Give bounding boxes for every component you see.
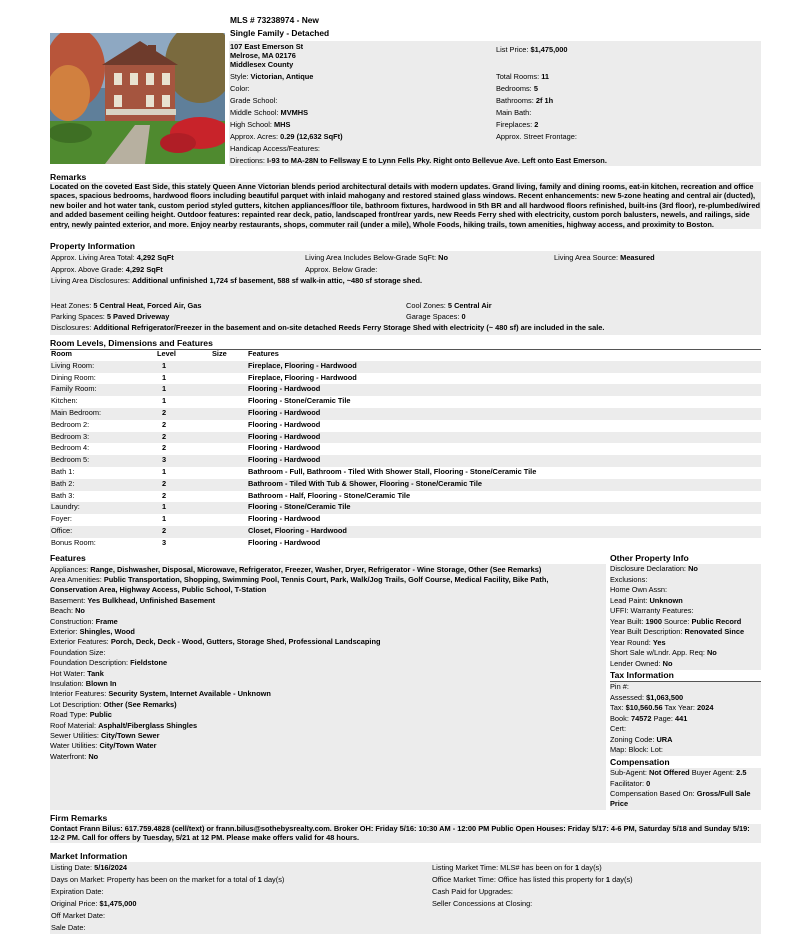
bathrooms-field: Bathrooms: 2f 1h [496, 96, 554, 105]
room-level: 2 [162, 490, 167, 500]
room-features: Flooring - Hardwood [248, 384, 321, 394]
list-price: $1,475,000 [530, 45, 568, 54]
room-name: Foyer: [51, 514, 72, 524]
room-features: Bathroom - Half, Flooring - Stone/Ceramic Tile [248, 490, 411, 500]
room-features: Fireplace, Flooring - Hardwood [248, 360, 357, 370]
feature-line [50, 710, 606, 719]
room-name: Bonus Room: [51, 537, 96, 547]
above-grade: Approx. Above Grade: 4,292 SqFt [51, 265, 163, 274]
feature-label: Foundation Size: [50, 647, 106, 657]
feature-label: Foundation Description: [50, 658, 129, 668]
sub-agent: Sub-Agent: Not Offered Buyer Agent: 2.5 [610, 768, 747, 777]
feature-line [50, 721, 606, 730]
room-name: Main Bedroom: [51, 408, 102, 417]
col-size: Size [212, 349, 227, 358]
short-sale: Short Sale w/Lndr. App. Req: No [610, 648, 717, 657]
zoning-code: Zoning Code: URA [610, 734, 673, 744]
cool-zones: Cool Zones: 5 Central Air [406, 301, 492, 310]
tax-info [610, 682, 761, 756]
cert: Cert: [610, 724, 627, 733]
table-row [50, 443, 761, 455]
table-row [50, 502, 761, 514]
property-info [50, 251, 761, 335]
table-row [50, 479, 761, 491]
room-level: 3 [162, 537, 167, 547]
room-features: Flooring - Hardwood [248, 431, 321, 441]
exclusions: Exclusions: [610, 574, 648, 584]
room-level: 1 [162, 360, 167, 370]
parking-spaces: Parking Spaces: 5 Paved Driveway [51, 312, 170, 321]
feature-label: Sewer Utilities: [50, 730, 99, 740]
compensation [610, 768, 761, 810]
table-row [50, 467, 761, 479]
rooms-heading: Room Levels, Dimensions and Features [50, 338, 761, 350]
feature-label: Area Amenities: [50, 574, 102, 584]
remarks-text: Located on the coveted East Side, this stately Queen Anne Victorian blends period architectural details with modern updates. Grand living, family and dining rooms, eat-in kitchen, recreation and office spaces, spacious bedrooms, hardwood floors including beautiful parquet with inlaid mahogany and restored stained glass windows. Recent enhancements: new 5-zone heating and central air (ducted), new boiler and hot water tank, custom period styled gutters, kitchen appliances/floor tile, bathroom fixtures, hardwood in 5th BR and all hardwood floors refinished, built-ins (3rd floor), re-plumbed/wired and added basement ceiling height. Outdoor features: repainted rear deck, patio, landscaped front/rear yards, new Reeds Ferry shed with electricity, custom porch balusters, newels, and railings, side entry, newly painted exterior, and more. Enjoy nearby restaurants, shops, commuter rail (under a mile), Whole Foods, hiking trails, town amenities, highway access, and proximity to Boston. [50, 182, 760, 229]
seller-concessions: Seller Concessions at Closing: [432, 899, 533, 908]
feature-label: Appliances: [50, 564, 89, 574]
feature-line [50, 575, 606, 584]
feature-label: Water Utilities: [50, 741, 98, 751]
compensation-based-on: Compensation Based On: Gross/Full Sale [610, 789, 751, 798]
room-features: Flooring - Stone/Ceramic Tile [248, 502, 351, 512]
feature-value: Asphalt/Fiberglass Shingles [98, 720, 198, 730]
feature-value: City/Town Sewer [100, 730, 160, 740]
feature-label: Beach: [50, 606, 74, 616]
high-school-field: High School: MHS [230, 120, 291, 129]
total-rooms-field: Total Rooms: 11 [496, 72, 550, 81]
lender-owned: Lender Owned: No [610, 658, 673, 668]
garage-spaces: Garage Spaces: 0 [406, 312, 466, 321]
other-info-heading: Other Property Info [610, 553, 761, 565]
room-level: 1 [162, 384, 167, 394]
tax-info-heading: Tax Information [610, 670, 761, 682]
heat-zones: Heat Zones: 5 Central Heat, Forced Air, Gas [51, 301, 202, 310]
feature-line [50, 585, 606, 594]
room-features: Flooring - Hardwood [248, 419, 321, 429]
handicap-field: Handicap Access/Features: [230, 144, 320, 153]
room-level: 1 [162, 502, 167, 512]
table-row [50, 396, 761, 408]
year-round: Year Round: Yes [610, 637, 666, 647]
feature-value: Range, Dishwasher, Disposal, Microwave, Refrigerator, Freezer, Washer, Dryer, Refrigerator - Wine Storage, Other (See Remarks) [90, 564, 542, 574]
property-info-heading: Property Information [50, 241, 761, 253]
color-field: Color: [230, 84, 250, 93]
room-features: Flooring - Hardwood [248, 514, 321, 524]
book-page: Book: 74572 Page: 441 [610, 713, 688, 723]
room-level: 2 [162, 408, 167, 417]
tax-amount: Tax: $10,560.56 Tax Year: 2024 [610, 703, 714, 712]
feature-line [50, 617, 606, 626]
feature-line [50, 606, 606, 615]
feature-label: Road Type: [50, 710, 88, 720]
pin: Pin #: [610, 682, 629, 691]
features-list [50, 564, 606, 810]
room-level: 2 [162, 443, 167, 453]
middle-school-field: Middle School: MVMHS [230, 108, 309, 117]
feature-value: Porch, Deck, Deck - Wood, Gutters, Storage Shed, Professional Landscaping [110, 637, 381, 647]
bedrooms-field: Bedrooms: 5 [496, 84, 538, 93]
map-block-lot: Map: Block: Lot: [610, 745, 663, 754]
rooms-table [50, 349, 761, 549]
disclosures: Disclosures: Additional Refrigerator/Freezer in the basement and on-site detached Reeds Ferry Storage Shed with electricity (~ 480 sf) are included in the sale. [51, 323, 605, 332]
feature-label: Exterior: [50, 626, 78, 636]
below-grade: Approx. Below Grade: [305, 265, 378, 274]
style-field: Style: Victorian, Antique [230, 72, 314, 81]
col-room: Room [51, 349, 72, 358]
feature-value: No [88, 751, 99, 761]
market-info [50, 862, 761, 934]
feature-label: Basement: [50, 595, 86, 605]
room-name: Living Room: [51, 360, 95, 370]
table-row [50, 526, 761, 538]
room-level: 2 [162, 526, 167, 535]
acres-field: Approx. Acres: 0.29 (12,632 SqFt) [230, 132, 343, 141]
table-row [50, 361, 761, 373]
room-features: Flooring - Hardwood [248, 408, 321, 417]
grade-school-field: Grade School: [230, 96, 278, 105]
table-row [50, 384, 761, 396]
uffi: UFFI: Warranty Features: [610, 606, 694, 615]
cash-paid-upgrades: Cash Paid for Upgrades: [432, 887, 513, 896]
feature-value: Security System, Internet Available - Unknown [108, 689, 271, 699]
room-name: Kitchen: [51, 396, 78, 406]
listing-header [230, 14, 430, 39]
listing-market-time: Listing Market Time: MLS# has been on for 1 day(s) [432, 863, 602, 872]
living-area-disclosures: Living Area Disclosures: Additional unfinished 1,724 sf basement, 588 sf walk-in attic, ~480 sf storage shed. [51, 276, 423, 285]
house-photo-icon [50, 33, 225, 164]
assessed: Assessed: $1,063,500 [610, 692, 684, 702]
table-row [50, 432, 761, 444]
room-features: Flooring - Hardwood [248, 537, 321, 547]
table-row [50, 373, 761, 385]
fireplaces-field: Fireplaces: 2 [496, 120, 539, 129]
room-name: Bath 2: [51, 478, 75, 488]
feature-line [50, 689, 606, 698]
feature-value: Public Transportation, Shopping, Swimming Pool, Tennis Court, Park, Walk/Jog Trails, Golf Course, Medical Facility, Bike Path, [103, 574, 549, 584]
feature-line [50, 565, 606, 574]
other-info [610, 564, 761, 670]
room-name: Bedroom 2: [51, 419, 90, 429]
feature-value: Other (See Remarks) [103, 699, 177, 709]
table-row [50, 514, 761, 526]
feature-value: Tank [87, 668, 104, 678]
feature-line [50, 679, 606, 688]
feature-value: Shingles, Wood [79, 626, 135, 636]
feature-label: Hot Water: [50, 668, 86, 678]
feature-value: Public [89, 710, 112, 720]
room-name: Bedroom 5: [51, 455, 90, 465]
home-own-assn: Home Own Assn: [610, 585, 668, 594]
room-level: 1 [162, 396, 167, 406]
feature-label: Exterior Features: [50, 637, 109, 647]
room-features: Flooring - Hardwood [248, 443, 321, 453]
room-level: 3 [162, 455, 167, 465]
feature-line [50, 627, 606, 636]
main-bath-field: Main Bath: [496, 108, 532, 117]
year-built: Year Built: 1900 Source: Public Record [610, 616, 742, 626]
style-value: Victorian, Antique [250, 72, 314, 81]
room-name: Dining Room: [51, 372, 96, 382]
county: Middlesex County [230, 60, 294, 69]
room-level: 2 [162, 431, 167, 441]
room-name: Bath 1: [51, 467, 75, 476]
mls-number: MLS # 73238974 - New [230, 15, 319, 25]
feature-line [50, 596, 606, 605]
disclosure-declaration: Disclosure Declaration: No [610, 564, 698, 573]
room-name: Laundry: [51, 502, 80, 512]
room-features: Bathroom - Full, Bathroom - Tiled With Shower Stall, Flooring - Stone/Ceramic Tile [248, 467, 537, 476]
room-level: 1 [162, 467, 167, 476]
compensation-heading: Compensation [610, 757, 761, 769]
table-row [50, 538, 761, 550]
room-level: 1 [162, 372, 167, 382]
feature-label: Insulation: [50, 678, 84, 688]
room-name: Family Room: [51, 384, 97, 394]
firm-remarks-text: Contact Frann Bilus: 617.759.4828 (cell/text) or frann.bilus@sothebysrealty.com. Broker OH: Friday 5/16: 10:30 AM - 12:00 PM Public Open Houses: Friday 5/17: 4-6 PM, Saturday 5/18 and Sunday 5/19: 12-2 PM. Call for offers by Tuesday, 5/21 at 12 PM. Please make offers valid for 48 hours. [50, 824, 761, 843]
original-price: Original Price: $1,475,000 [51, 899, 137, 908]
days-on-market: Days on Market: Property has been on the market for a total of 1 day(s) [51, 875, 285, 884]
year-built-description: Year Built Description: Renovated Since [610, 627, 745, 636]
feature-line [50, 741, 606, 750]
feature-value: No [75, 606, 85, 616]
off-market-date: Off Market Date: [51, 911, 106, 920]
room-features: Fireplace, Flooring - Hardwood [248, 372, 357, 382]
feature-label: Interior Features: [50, 689, 107, 699]
feature-value: Frame [95, 616, 118, 626]
feature-label: Waterfront: [50, 751, 87, 761]
room-name: Bedroom 4: [51, 443, 90, 453]
features-heading: Features [50, 553, 606, 565]
address-line-2: Melrose, MA 02176 [230, 51, 296, 60]
feature-line [50, 648, 606, 657]
feature-line [50, 731, 606, 740]
living-area-total: Approx. Living Area Total: 4,292 SqFt [51, 253, 174, 262]
lead-paint: Lead Paint: Unknown [610, 595, 683, 605]
feature-value: Blown In [85, 678, 117, 688]
feature-value: City/Town Water [99, 741, 157, 751]
room-features: Flooring - Stone/Ceramic Tile [248, 396, 351, 406]
remarks-heading: Remarks [50, 172, 761, 184]
room-features: Closet, Flooring - Hardwood [248, 526, 347, 535]
feature-line [50, 658, 606, 667]
feature-line [50, 637, 606, 646]
includes-below-grade: Living Area Includes Below-Grade SqFt: No [305, 253, 448, 262]
table-row [50, 420, 761, 432]
firm-remarks-heading: Firm Remarks [50, 813, 761, 825]
property-type: Single Family - Detached [230, 27, 330, 38]
feature-label: Roof Material: [50, 720, 97, 730]
feature-line [50, 752, 606, 761]
room-name: Bath 3: [51, 490, 75, 500]
office-market-time: Office Market Time: Office has listed this property for 1 day(s) [432, 875, 633, 884]
market-info-heading: Market Information [50, 851, 761, 863]
room-level: 1 [162, 514, 167, 524]
living-area-source: Living Area Source: Measured [554, 253, 655, 262]
address-line-1: 107 East Emerson St [230, 42, 304, 51]
room-name: Bedroom 3: [51, 431, 90, 441]
feature-value: Fieldstone [130, 658, 168, 668]
col-level: Level [157, 349, 176, 358]
listing-summary [229, 41, 761, 166]
list-price-field: List Price: $1,475,000 [496, 45, 568, 54]
table-row [50, 408, 761, 420]
facilitator: Facilitator: 0 [610, 778, 651, 788]
room-level: 2 [162, 419, 167, 429]
room-features: Flooring - Hardwood [248, 455, 321, 465]
compensation-based-on-cont: Price [610, 798, 629, 808]
expiration-date: Expiration Date: [51, 887, 104, 896]
room-features: Bathroom - Tiled With Tub & Shower, Flooring - Stone/Ceramic Tile [248, 478, 482, 488]
street-frontage-field: Approx. Street Frontage: [496, 132, 577, 141]
rooms-table-header [50, 349, 761, 361]
feature-line [50, 700, 606, 709]
feature-label: Lot Description: [50, 699, 102, 709]
table-row [50, 455, 761, 467]
feature-label: Construction: [50, 616, 94, 626]
feature-line [50, 669, 606, 678]
room-level: 2 [162, 478, 167, 488]
col-features: Features [248, 349, 279, 358]
listing-date: Listing Date: 5/16/2024 [51, 863, 128, 872]
directions-field: Directions: I-93 to MA-28N to Fellsway E to Lynn Fells Pky. Right onto Bellevue Ave. Left onto East Emerson. [230, 156, 607, 165]
table-row [50, 491, 761, 503]
feature-value: Yes Bulkhead, Unfinished Basement [87, 595, 216, 605]
feature-value: Conservation Area, Highway Access, Public School, T-Station [50, 585, 267, 595]
sale-date: Sale Date: [51, 923, 86, 932]
room-name: Office: [51, 526, 73, 535]
